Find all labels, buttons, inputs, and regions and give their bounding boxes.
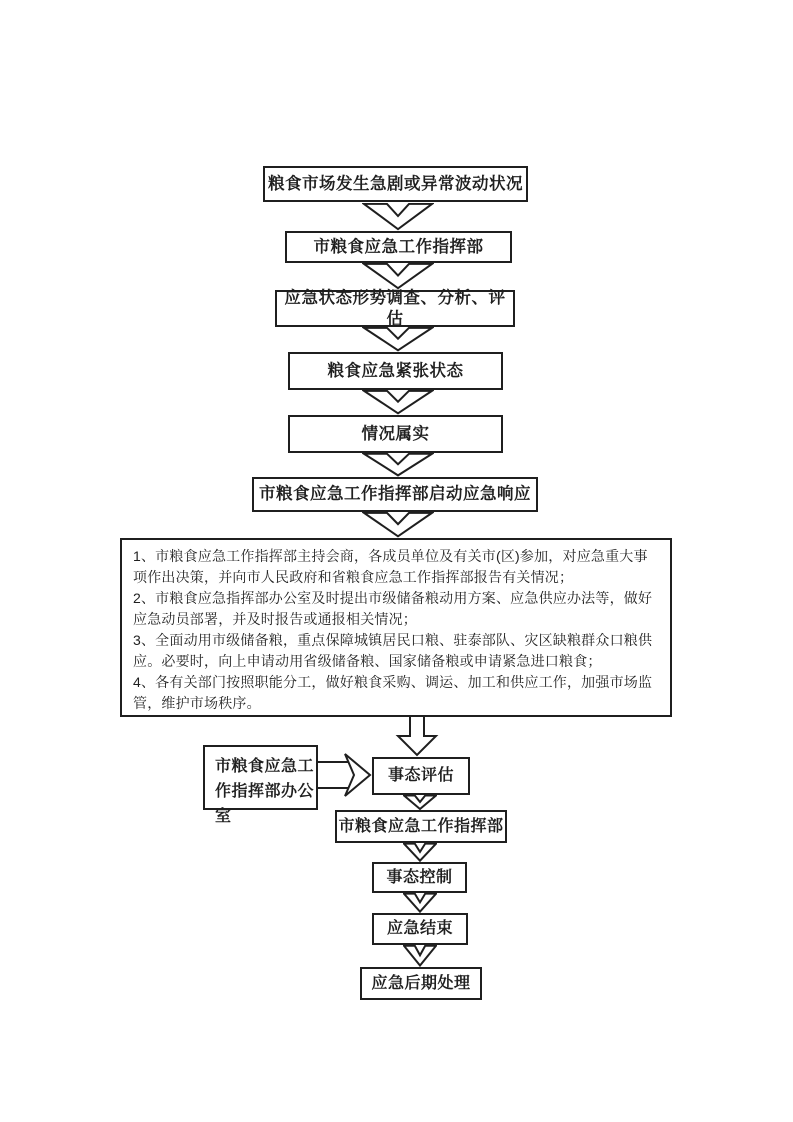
node-market-fluctuation: 粮食市场发生急剧或异常波动状况 — [263, 166, 528, 202]
chevron-down-arrow-icon — [362, 203, 434, 231]
hollow-down-arrow-icon — [395, 717, 439, 757]
measure-item: 2、市粮食应急指挥部办公室及时提出市级储备粮动用方案、应急供应办法等，做好应急动员部署，并及时报告或通报相关情况； — [133, 590, 653, 627]
right-arrow-icon — [318, 752, 372, 798]
chevron-down-arrow-icon — [362, 453, 434, 477]
node-assessment: 事态评估 — [372, 757, 470, 795]
chevron-down-arrow-icon — [362, 327, 434, 352]
node-situation-verified: 情况属实 — [288, 415, 503, 453]
chevron-down-arrow-icon — [362, 263, 434, 290]
node-emergency-end: 应急结束 — [372, 913, 468, 945]
node-activate-response: 市粮食应急工作指挥部启动应急响应 — [252, 477, 538, 512]
measure-item: 4、各有关部门按照职能分工，做好粮食采购、调运、加工和供应工作，加强市场监管，维护市场秩序。 — [133, 674, 653, 711]
node-response-measures — [120, 538, 672, 717]
chevron-down-arrow-icon — [403, 795, 437, 810]
chevron-down-arrow-icon — [362, 390, 434, 415]
chevron-down-arrow-icon — [403, 945, 437, 967]
node-headquarters: 市粮食应急工作指挥部 — [285, 231, 512, 263]
measure-item: 1、市粮食应急工作指挥部主持会商，各成员单位及有关市(区)参加，对应急重大事项作出决策，并向市人民政府和省粮食应急工作指挥部报告有关情况； — [133, 548, 648, 585]
node-aftermath: 应急后期处理 — [360, 967, 482, 1000]
node-control: 事态控制 — [372, 862, 467, 893]
chevron-down-arrow-icon — [403, 843, 437, 862]
node-office: 市粮食应急工作指挥部办公室 — [203, 745, 318, 810]
node-headquarters-2: 市粮食应急工作指挥部 — [335, 810, 507, 843]
chevron-down-arrow-icon — [403, 893, 437, 913]
chevron-down-arrow-icon — [362, 512, 434, 538]
node-tension-state: 粮食应急紧张状态 — [288, 352, 503, 390]
node-investigation: 应急状态形势调查、分析、评估 — [275, 290, 515, 327]
measure-item: 3、全面动用市级储备粮，重点保障城镇居民口粮、驻泰部队、灾区缺粮群众口粮供应。必要时，向上申请动用省级储备粮、国家储备粮或申请紧急进口粮食； — [133, 632, 653, 669]
